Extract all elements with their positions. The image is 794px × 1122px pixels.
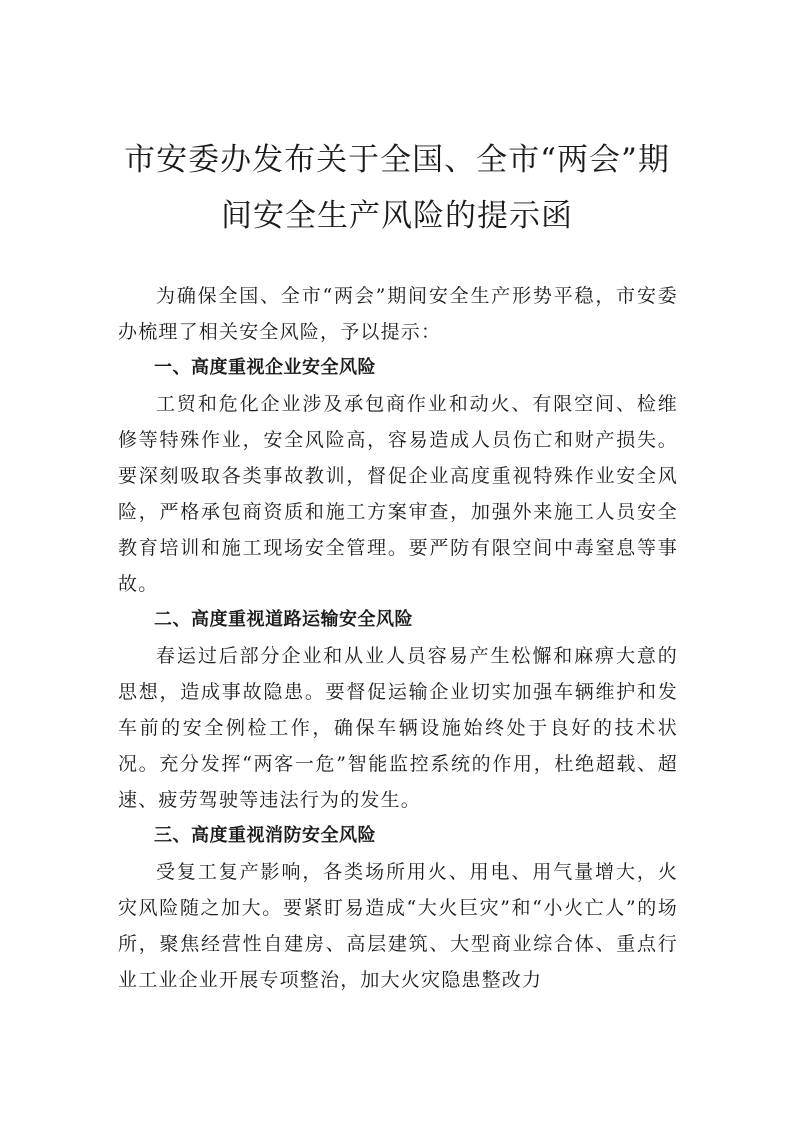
document-body — [118, 278, 678, 998]
document-title-line-1: 市安委办发布关于全国、全市“两会”期 — [124, 142, 670, 178]
section-2-heading: 二、高度重视道路运输安全风险 — [154, 609, 413, 630]
document-title-line-2: 间安全生产风险的提示函 — [221, 198, 573, 234]
section-1-paragraph: 工贸和危化企业涉及承包商作业和动火、有限空间、检维修等特殊作业，安全风险高，容易造成人员伤亡和财产损失。要深刻吸取各类事故教训，督促企业高度重视特殊作业安全风险，严格承包商资质和施工方案审查，加强外来施工人员安全教育培训和施工现场安全管理。要严防有限空间中毒窒息等事故。 — [118, 393, 678, 595]
section-3-paragraph: 受复工复产影响，各类场所用火、用电、用气量增大，火灾风险随之加大。要紧盯易造成“大火巨灾”和“小火亡人”的场所，聚焦经营性自建房、高层建筑、大型商业综合体、重点行业工业企业开展专项整治，加大火灾隐患整改力 — [118, 861, 678, 991]
intro-paragraph: 为确保全国、全市“两会”期间安全生产形势平稳，市安委办梳理了相关安全风险，予以提示： — [118, 285, 678, 343]
section-2-paragraph: 春运过后部分企业和从业人员容易产生松懈和麻痹大意的思想，造成事故隐患。要督促运输企业切实加强车辆维护和发车前的安全例检工作，确保车辆设施始终处于良好的技术状况。充分发挥“两客一危”智能监控系统的作用，杜绝超载、超速、疲劳驾驶等违法行为的发生。 — [118, 645, 678, 811]
section-3-heading: 三、高度重视消防安全风险 — [154, 825, 376, 846]
section-1-heading: 一、高度重视企业安全风险 — [154, 357, 376, 378]
